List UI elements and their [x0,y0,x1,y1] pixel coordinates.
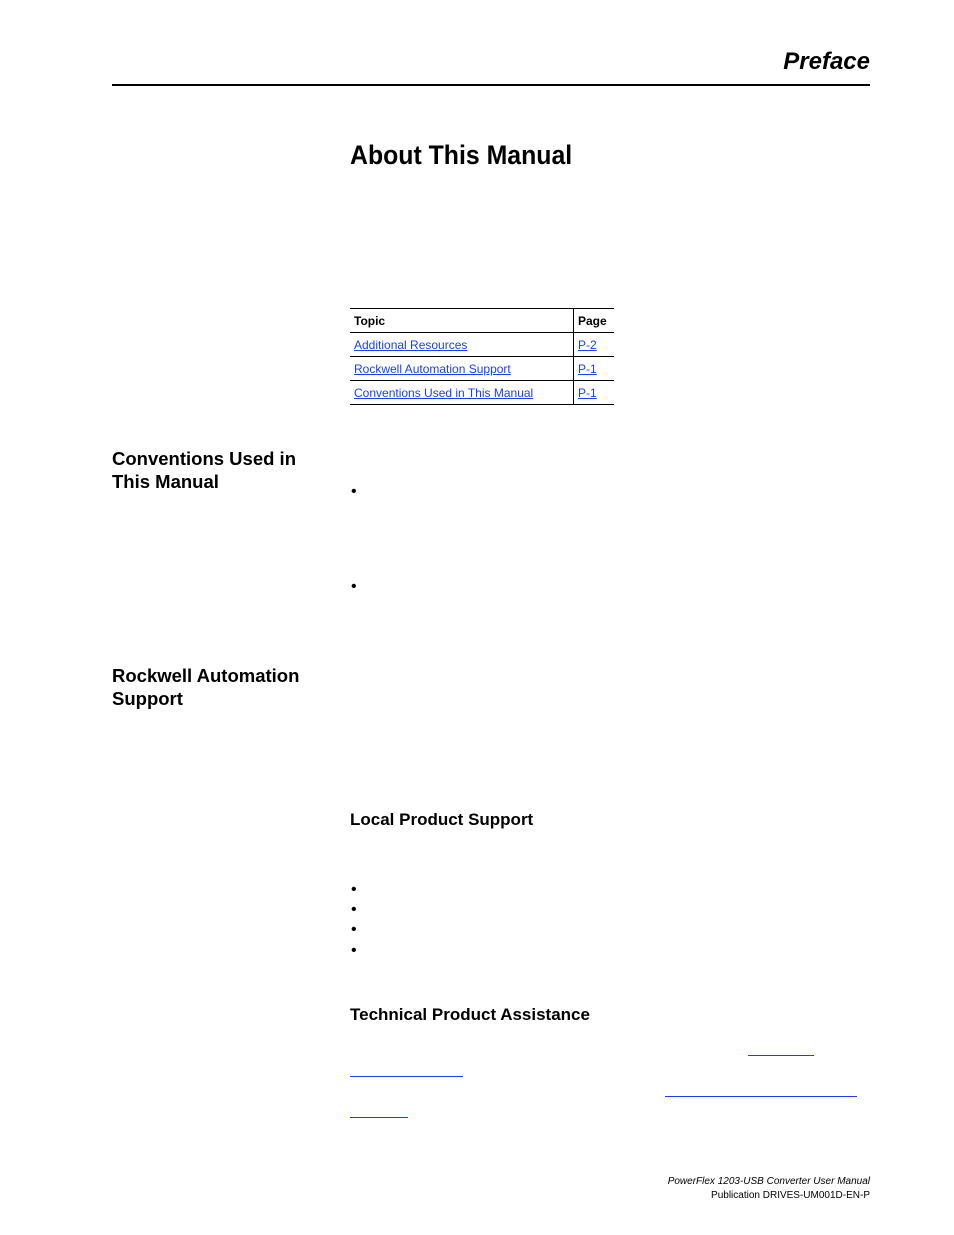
bullet: • [351,921,357,938]
link-underline[interactable] [350,1076,463,1077]
page-link-conventions[interactable]: P-1 [578,385,597,400]
local-support-heading: Local Product Support [350,810,534,829]
table-row [350,357,614,381]
bullet: • [351,483,357,500]
topic-link-additional-resources[interactable]: Additional Resources [354,337,468,352]
column-header-page: Page [574,309,615,333]
page-cell [574,357,615,381]
table-row [350,333,614,357]
page-footer [668,1175,870,1202]
table-row [350,381,614,405]
page-link-rockwell-support[interactable]: P-1 [578,361,597,376]
topic-link-conventions[interactable]: Conventions Used in This Manual [354,385,534,400]
support-heading: Rockwell Automation Support [112,665,300,709]
table-header-row [350,309,614,333]
bullet: • [351,578,357,595]
column-header-topic: Topic [350,309,574,333]
technical-assistance-heading: Technical Product Assistance [350,1005,590,1024]
page-link-additional-resources[interactable]: P-2 [578,337,597,352]
page-cell [574,333,615,357]
link-underline[interactable] [350,1117,408,1118]
footer-manual-title: PowerFlex 1203-USB Converter User Manual [667,1176,870,1187]
link-underline[interactable] [748,1055,814,1056]
bullet: • [351,942,357,959]
conventions-heading: Conventions Used in This Manual [112,448,296,492]
header-rule [112,84,870,86]
topic-table [350,308,614,405]
page-cell [574,381,615,405]
topic-cell [350,381,574,405]
topic-cell [350,333,574,357]
link-underline[interactable] [665,1096,857,1097]
topic-link-rockwell-support[interactable]: Rockwell Automation Support [354,361,511,376]
bullet: • [351,881,357,898]
topic-cell [350,357,574,381]
bullet: • [351,901,357,918]
page-title: About This Manual [350,140,573,170]
section-label: Preface [783,48,870,75]
footer-publication: Publication DRIVES-UM001D-EN-P [711,1189,870,1201]
